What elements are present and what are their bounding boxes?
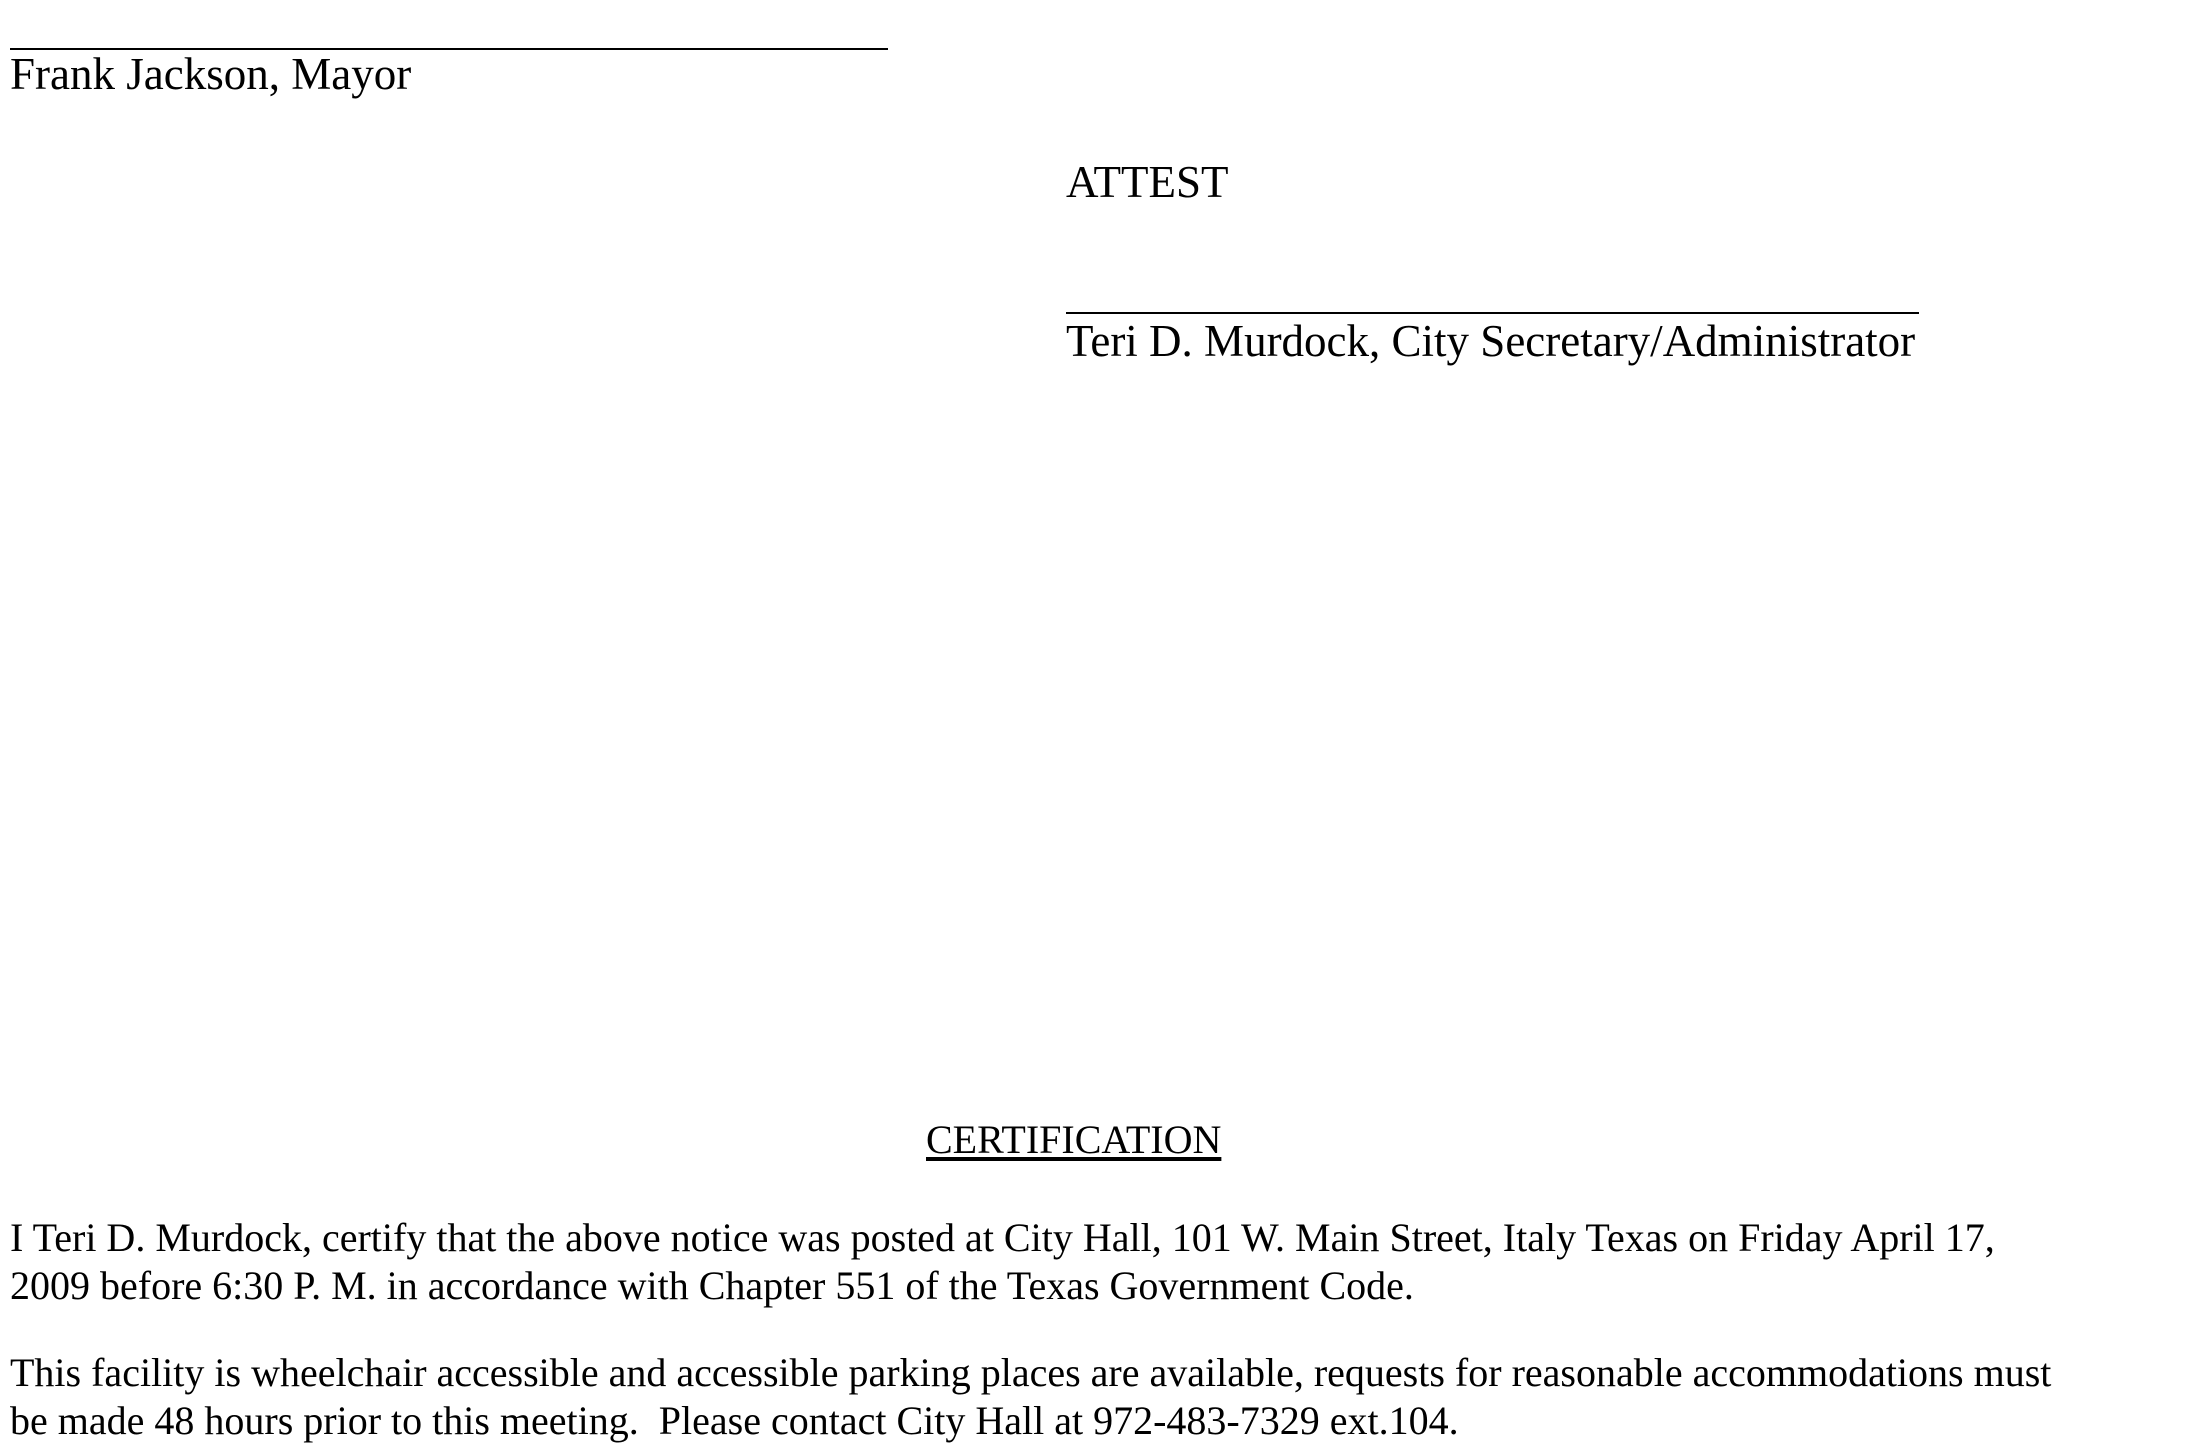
attest-label: ATTEST xyxy=(1066,157,1229,207)
accessibility-paragraph-line: This facility is wheelchair accessible and accessible parking places are available, requests for reasonable accommodations must xyxy=(10,1350,2052,1395)
certification-heading: CERTIFICATION xyxy=(926,1117,1222,1162)
accessibility-paragraph-line: be made 48 hours prior to this meeting. Please contact City Hall at 972-483-7329 ext.104. xyxy=(10,1398,1459,1443)
mayor-name: Frank Jackson, Mayor xyxy=(10,49,412,99)
accessibility-paragraph xyxy=(10,1349,2185,1445)
certification-paragraph xyxy=(10,1214,2185,1310)
secretary-name: Teri D. Murdock, City Secretary/Administrator xyxy=(1066,316,1916,366)
certification-paragraph-line: I Teri D. Murdock, certify that the above notice was posted at City Hall, 101 W. Main Street, Italy Texas on Friday April 17, xyxy=(10,1215,1995,1260)
certification-paragraph-line: 2009 before 6:30 P. M. in accordance with Chapter 551 of the Texas Government Code. xyxy=(10,1263,1414,1308)
